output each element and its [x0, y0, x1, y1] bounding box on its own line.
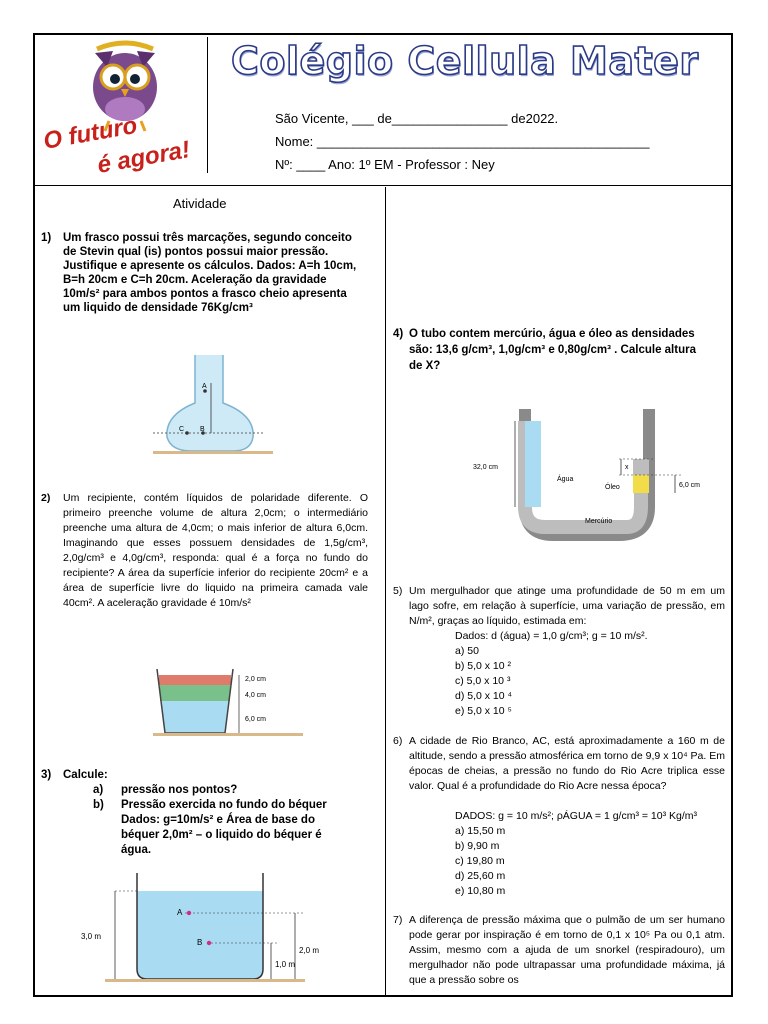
data-line: DADOS: g = 10 m/s²; ρÁGUA = 1 g/cm³ = 10³ Kg/m³ [455, 810, 698, 822]
question-text: O tubo contem mercúrio, água e óleo as densidades são: 13,6 g/cm³, 1,0g/cm³ e 0,80g/cm³ . Calcule altura de X? [409, 328, 696, 372]
option-c: c) 19,80 m [455, 855, 505, 867]
name-line: Nome: ______________________________________________ [275, 134, 650, 149]
option-c: c) 5,0 x 10 ³ [455, 675, 511, 687]
u-tube-figure [455, 407, 705, 547]
beaker-figure [75, 871, 335, 991]
question-number: 7) [393, 914, 403, 926]
height-1m-label: 1,0 m [275, 960, 296, 969]
x-label: x [625, 464, 629, 471]
worksheet [33, 33, 733, 997]
school-name: Colégio Cellula Mater [231, 39, 699, 83]
question-number: 1) [41, 232, 52, 244]
item-a-text: pressão nos pontos? [121, 784, 238, 796]
height-32cm-label: 32,0 cm [473, 464, 498, 471]
point-a-label: A [177, 908, 183, 917]
question-text: Um mergulhador que atinge uma profundidade de 50 m em um lago sofre, em relação à superfície, uma variação de pressão, em N/m², graças ao líquido, estimada em: [409, 585, 725, 627]
item-a-label: a) [93, 784, 104, 796]
option-b: b) 9,90 m [455, 840, 500, 852]
question-text: Um recipiente, contém líquidos de polaridade diferente. O primeiro preenche volume de altura 2,0cm; o intermediário preenche uma altura de 4,0cm; o mais inferior de altura 6,0cm. Imaginando que esses possuem densidades de 1,5g/cm³, 2,0g/cm³ e 4,0g/cm³, responda: qual é a força no fundo do recipiente? A área da superfície inferior do recipiente 20cm² e a área de superfície livre do liquido na primeira camada vale 40cm². A aceleração gravidade é 10m/s² [63, 492, 368, 609]
label-c: C [179, 426, 185, 433]
water-label: Água [557, 476, 574, 483]
option-e: e) 5,0 x 10 ⁵ [455, 705, 512, 717]
option-e: e) 10,80 m [455, 885, 506, 897]
question-number: 2) [41, 492, 51, 504]
layer-label-2: 4,0 cm [245, 692, 267, 699]
column-separator [385, 187, 386, 995]
slogan-line2: é agora! [95, 136, 192, 179]
question-text: A cidade de Rio Branco, AC, está aproximadamente a 160 m de altitude, sendo a pressão atmosférica em torno de 9,9 x 10⁴ Pa. Em épocas de cheias, a pressão no fundo do Rio Acre triplica esse valor. Qual é a profundidade do Rio Acre nessa época? [409, 735, 725, 792]
question-number: 4) [393, 328, 404, 340]
item-b-text: Pressão exercida no fundo do béquer Dados: g=10m/s² e Área de base do béquer 2,0m² – o liquido do béquer é água. [121, 799, 327, 856]
question-7 [393, 913, 725, 993]
question-title: Calcule: [63, 769, 108, 781]
option-d: d) 5,0 x 10 ⁴ [455, 690, 513, 702]
question-number: 3) [41, 769, 52, 781]
question-text: A diferença de pressão máxima que o pulmão de um ser humano pode gerar por inspiração é em torno de 0,1 x 10⁵ Pa ou 0,1 atm. Assim, mesmo com a ajuda de um snorkel (respiradouro), um mergulhador não pode ultrapassar uma profundidade máxima, já que a pressão sobre os [409, 914, 725, 986]
oil-label: Óleo [605, 484, 620, 491]
option-b: b) 5,0 x 10 ² [455, 660, 512, 672]
class-line: Nº: ____ Ano: 1º EM - Professor : Ney [275, 157, 495, 172]
option-a: a) 50 [455, 645, 479, 657]
date-line: São Vicente, ___ de________________ de2022. [275, 111, 559, 126]
options-list [455, 644, 512, 719]
height-6cm-label: 6,0 cm [679, 482, 701, 489]
options-list [455, 824, 505, 899]
item-b-label: b) [93, 799, 104, 811]
layer-label-1: 2,0 cm [245, 676, 267, 683]
owl-logo-icon [43, 39, 213, 179]
question-text: Um frasco possui três marcações, segundo conceito de Stevin qual (is) pontos possui maior pressão. Justifique e apresente os cálculos. Dados: A=h 10cm, B=h 20cm e C=h 20cm. Aceleração da gravidade 10m/s² para ambos pontos a frasco cheio apresenta um liquido de densidade 76Kg/cm³ [63, 232, 357, 314]
height-3m-label: 3,0 m [81, 932, 102, 941]
label-a: A [202, 383, 207, 390]
layer-label-3: 6,0 cm [245, 716, 267, 723]
layered-container-figure [153, 663, 303, 743]
option-a: a) 15,50 m [455, 825, 506, 837]
option-d: d) 25,60 m [455, 870, 506, 882]
label-b: B [200, 426, 205, 433]
question-number: 6) [393, 735, 403, 747]
height-2m-label: 2,0 m [299, 946, 320, 955]
activity-title: Atividade [173, 196, 227, 211]
school-logo [43, 39, 213, 179]
question-number: 5) [393, 585, 403, 597]
point-b-label: B [197, 938, 203, 947]
header-separator [35, 185, 731, 186]
flask-figure [153, 353, 273, 457]
data-line: Dados: d (água) = 1,0 g/cm³; g = 10 m/s². [455, 630, 648, 642]
header-divider [207, 37, 208, 173]
mercury-label: Mercúrio [585, 518, 613, 525]
slogan-line1: O futuro [43, 111, 140, 155]
